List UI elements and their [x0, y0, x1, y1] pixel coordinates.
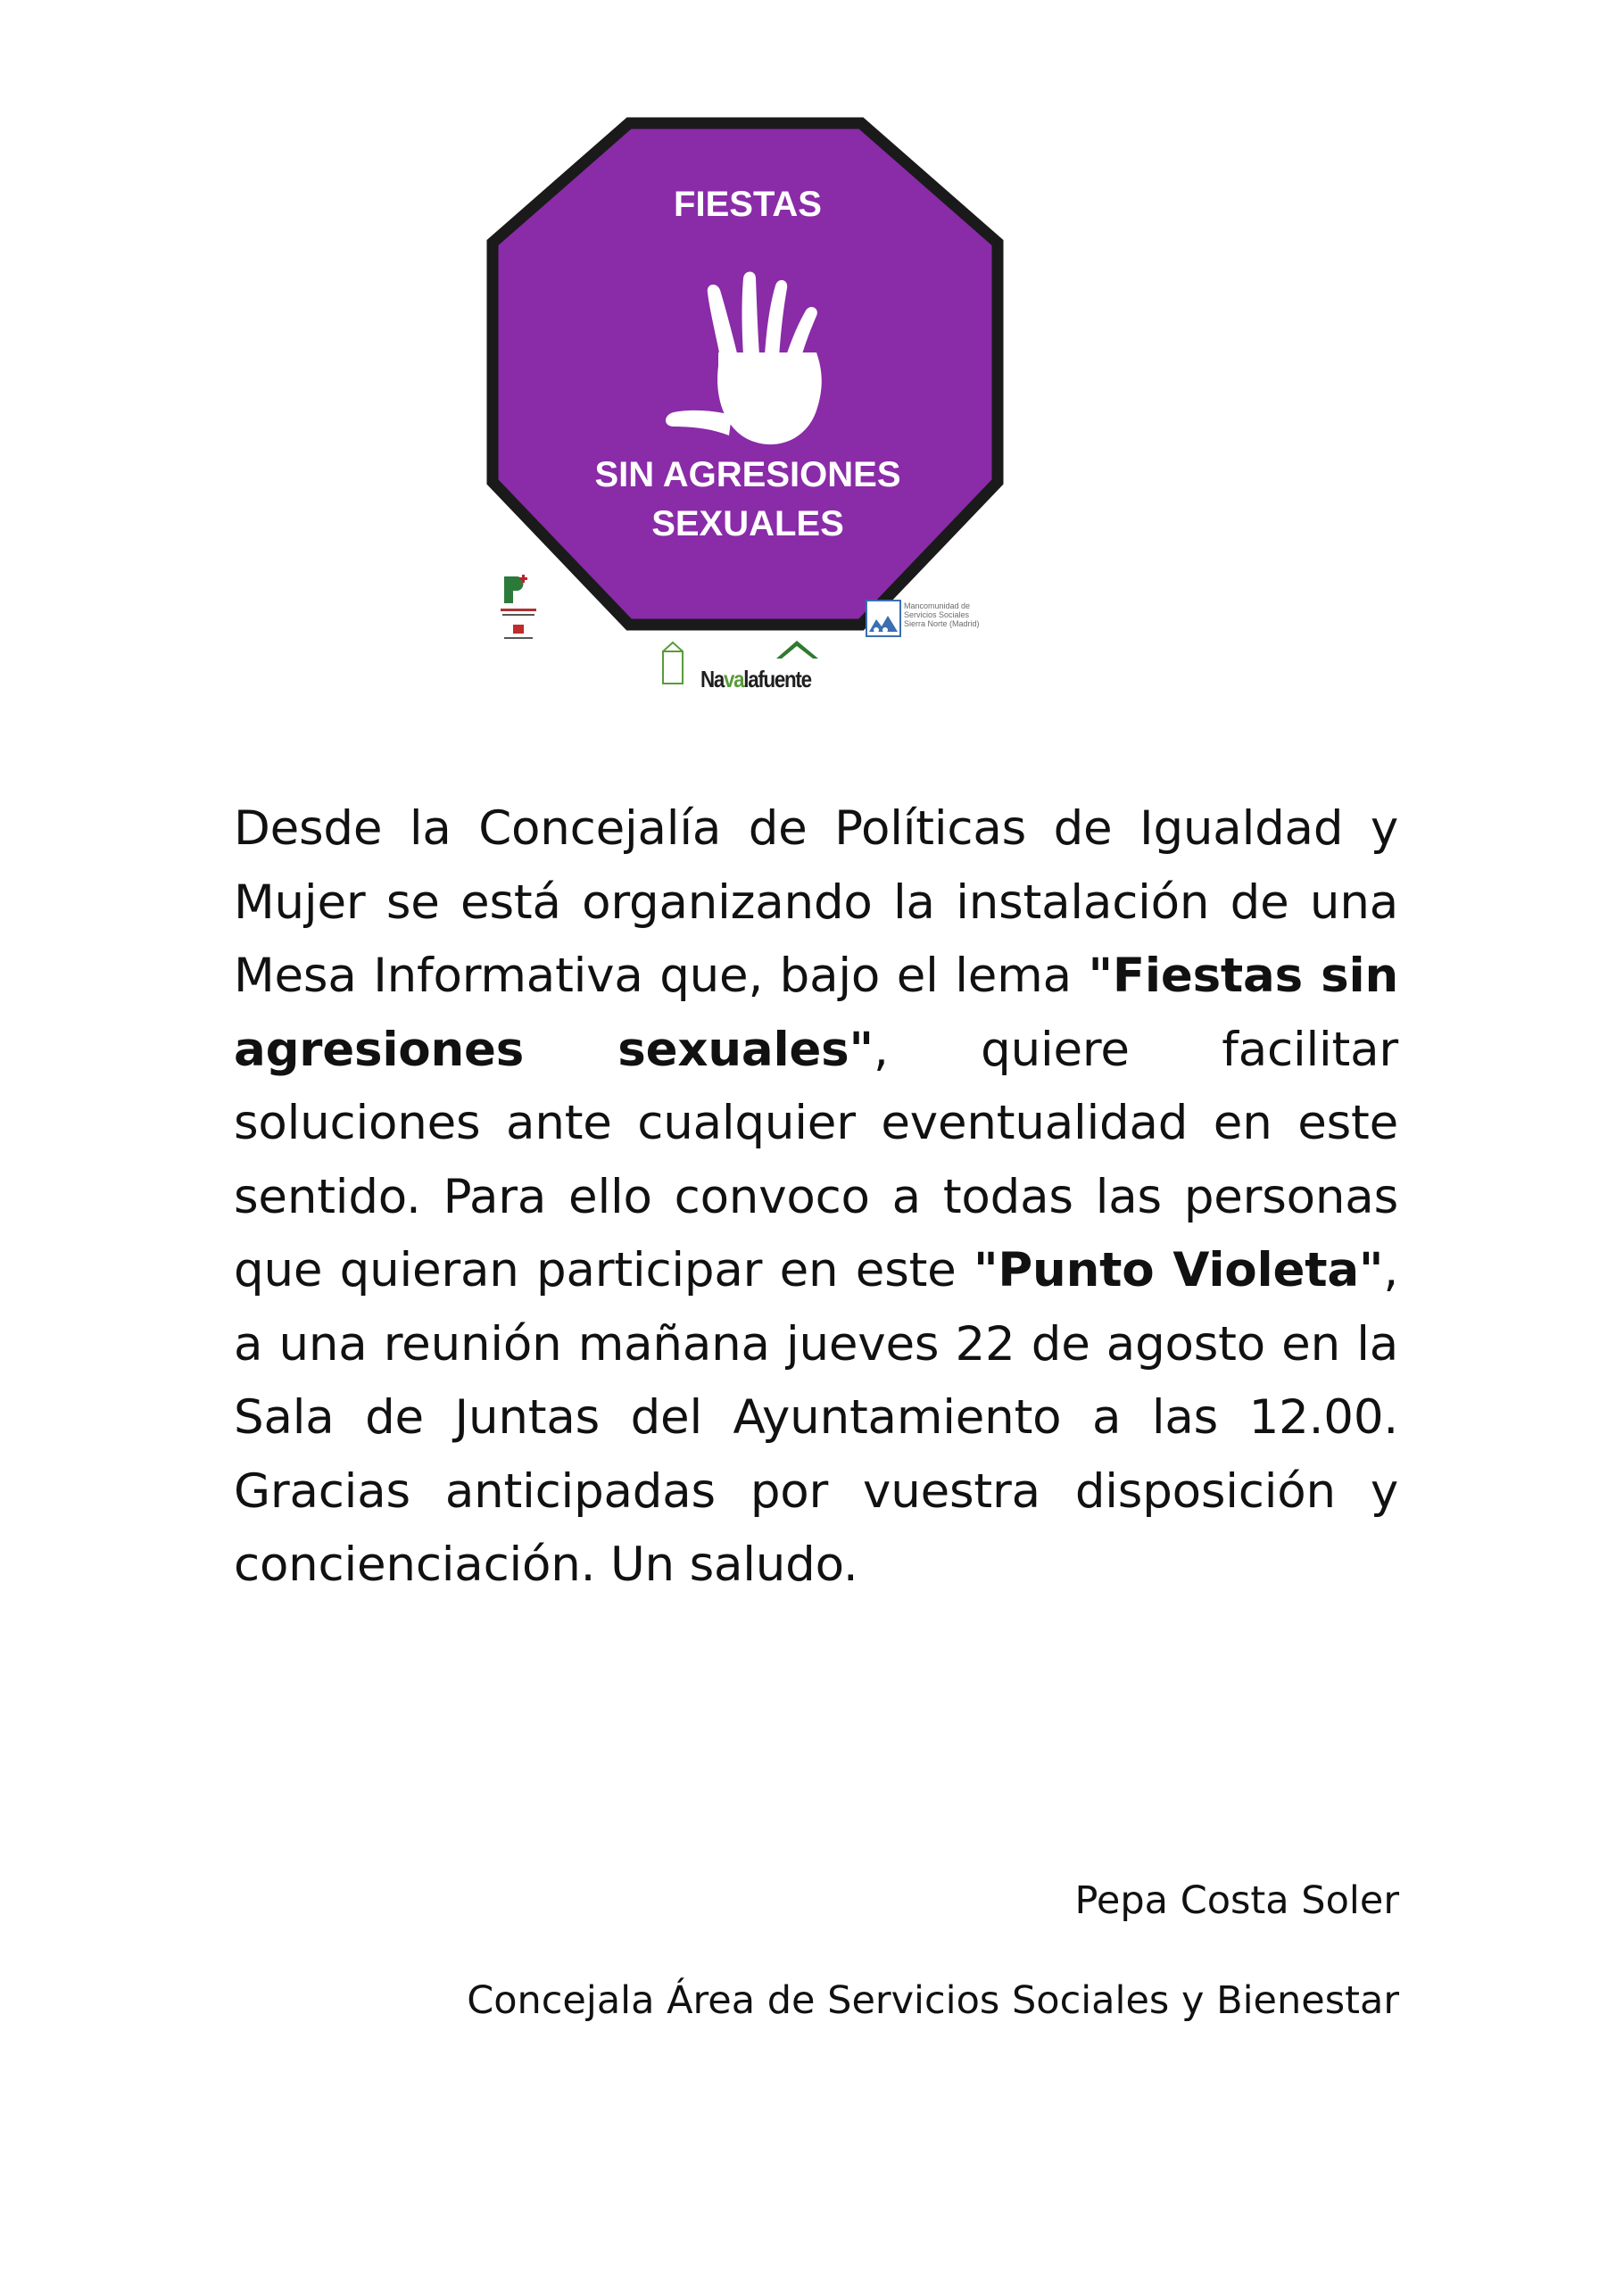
p-plus-logo-icon: [495, 571, 549, 651]
octagon-badge: [482, 116, 1008, 642]
poster-top-text: FIESTAS: [674, 185, 822, 224]
poster-bottom-line2: SEXUALES: [651, 504, 844, 543]
navalafuente-logo: [656, 635, 839, 700]
poster-bottom-line1: SIN AGRESIONES: [594, 455, 901, 494]
announcement-paragraph: Desde la Concejalía de Políticas de Igualdad y Mujer se está organizando la instalación de una Mesa Informativa que, bajo el lema "Fiestas sin agresiones sexuales", quiere facilitar soluciones ante cualquier eventualidad en este sentido. Para ello convoco a todas las personas que quieran participar en este "Punto Violeta", a una reunión mañana jueves 22 de agosto en la Sala de Juntas del Ayuntamiento a las 12.00. Gracias anticipadas por vuestra disposición y concienciación. Un saludo.: [234, 801, 1398, 1592]
signature-block: [467, 1874, 1399, 2027]
mancomunidad-text: Mancomunidad de Servicios Sociales Sierra Norte (Madrid): [904, 601, 980, 628]
fiestas-poster: [482, 116, 1008, 642]
signature-role: Concejala Área de Servicios Sociales y Bienestar: [467, 1978, 1399, 2023]
navalafuente-wordmark: Navalafuente: [700, 666, 811, 692]
p-plus-logo: [495, 571, 549, 651]
slogan-bold: "Fiestas sin agresiones sexuales": [234, 949, 1398, 1077]
mancomunidad-emblem-icon: [866, 600, 901, 639]
punto-violeta-bold: "Punto Violeta": [973, 1243, 1384, 1297]
mancomunidad-logo: [866, 600, 1008, 642]
signature-name: Pepa Costa Soler: [1074, 1878, 1399, 1923]
